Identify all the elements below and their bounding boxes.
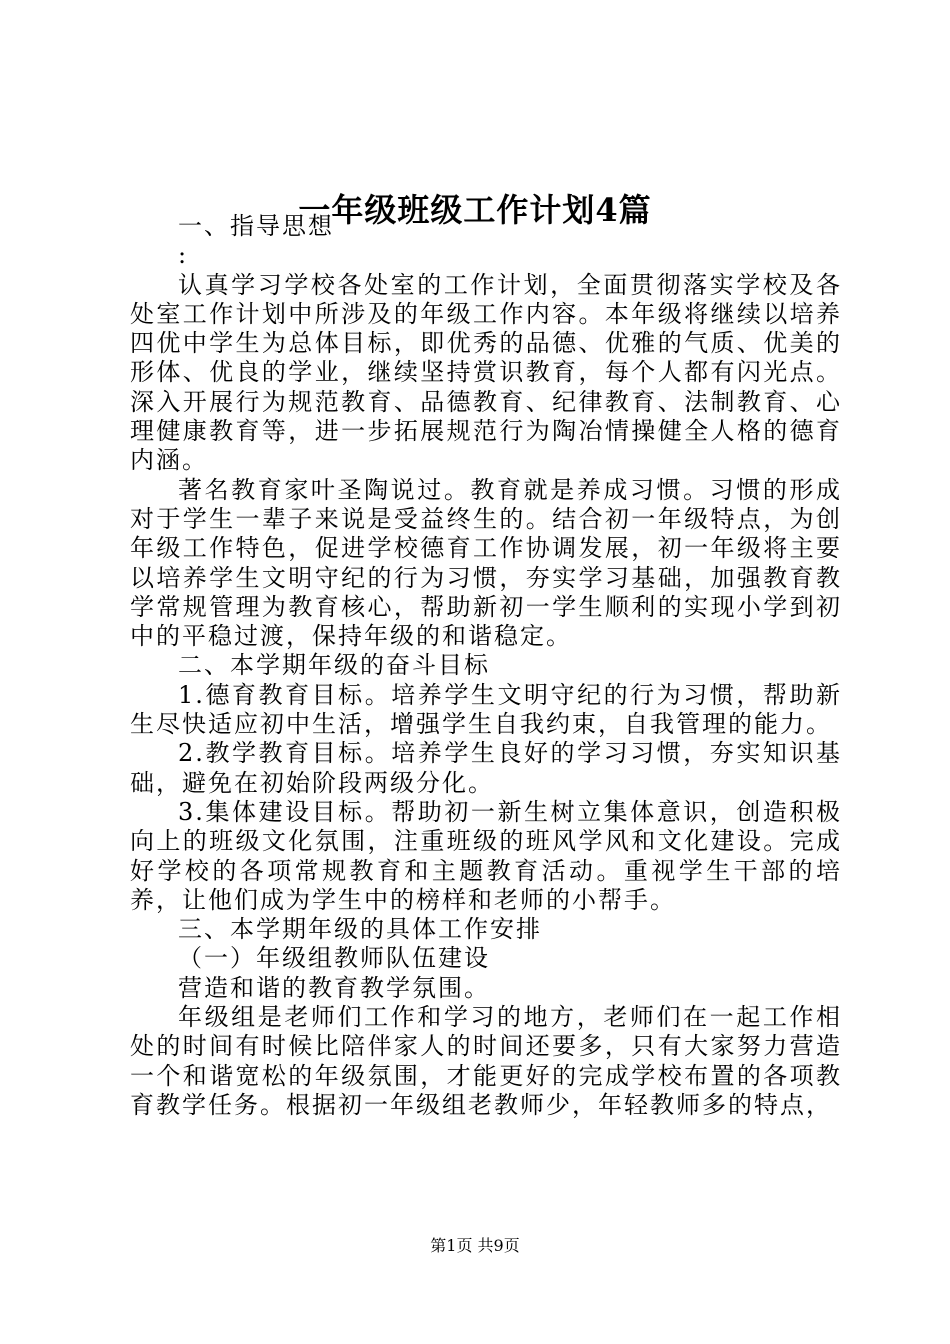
- paragraph: 年级组是老师们工作和学习的地方，老师们在一起工作相处的时间有时候比陪伴家人的时间还要多，只有大家努力营造一个和谐宽松的年级氛围，才能更好的完成学校布置的各项教育教学任务。根据初一年级组老教师少，年轻教师多的特点，: [130, 1003, 842, 1119]
- goal-item: 2.教学教育目标。培养学生良好的学习习惯，夯实知识基础，避免在初始阶段两级分化。: [130, 739, 842, 797]
- goal-item: 3.集体建设目标。帮助初一新生树立集体意识，创造积极向上的班级文化氛围，注重班级的班风学风和文化建设。完成好学校的各项常规教育和主题教育活动。重视学生干部的培养，让他们成为学生中的榜样和老师的小帮手。: [130, 797, 842, 914]
- colon-line: :: [178, 241, 189, 270]
- section-heading-guiding-thought: 一、指导思想: [178, 212, 334, 240]
- paragraph: 认真学习学校各处室的工作计划，全面贯彻落实学校及各处室工作计划中所涉及的年级工作内容。本年级将继续以培养四优中学生为总体目标，即优秀的品德、优雅的气质、优美的形体、优良的学业，继续坚持赏识教育，每个人都有闪光点。深入开展行为规范教育、品德教育、纪律教育、法制教育、心理健康教育等，进一步拓展规范行为陶冶情操健全人格的德育内涵。: [130, 270, 842, 475]
- page-number: 第1页 共9页: [430, 1236, 520, 1255]
- paragraph: 著名教育家叶圣陶说过。教育就是养成习惯。习惯的形成对于学生一辈子来说是受益终生的。结合初一年级特点，为创年级工作特色，促进学校德育工作协调发展，初一年级将主要以培养学生文明守纪的行为习惯，夯实学习基础，加强教育教学常规管理为教育核心，帮助新初一学生顺利的实现小学到初中的平稳过渡，保持年级的和谐稳定。: [130, 475, 842, 651]
- paragraph: 营造和谐的教育教学氛围。: [178, 973, 490, 1002]
- goal-item: 1.德育教育目标。培养学生文明守纪的行为习惯，帮助新生尽快适应初中生活，增强学生自我约束，自我管理的能力。: [130, 680, 842, 739]
- document-title: 一年级班级工作计划4篇: [298, 191, 652, 229]
- document-body: [130, 212, 842, 1120]
- section-heading-goals: 二、本学期年级的奋斗目标: [178, 651, 490, 680]
- subsection-heading: （一）年级组教师队伍建设: [178, 944, 490, 973]
- section-heading-arrangements: 三、本学期年级的具体工作安排: [178, 915, 542, 944]
